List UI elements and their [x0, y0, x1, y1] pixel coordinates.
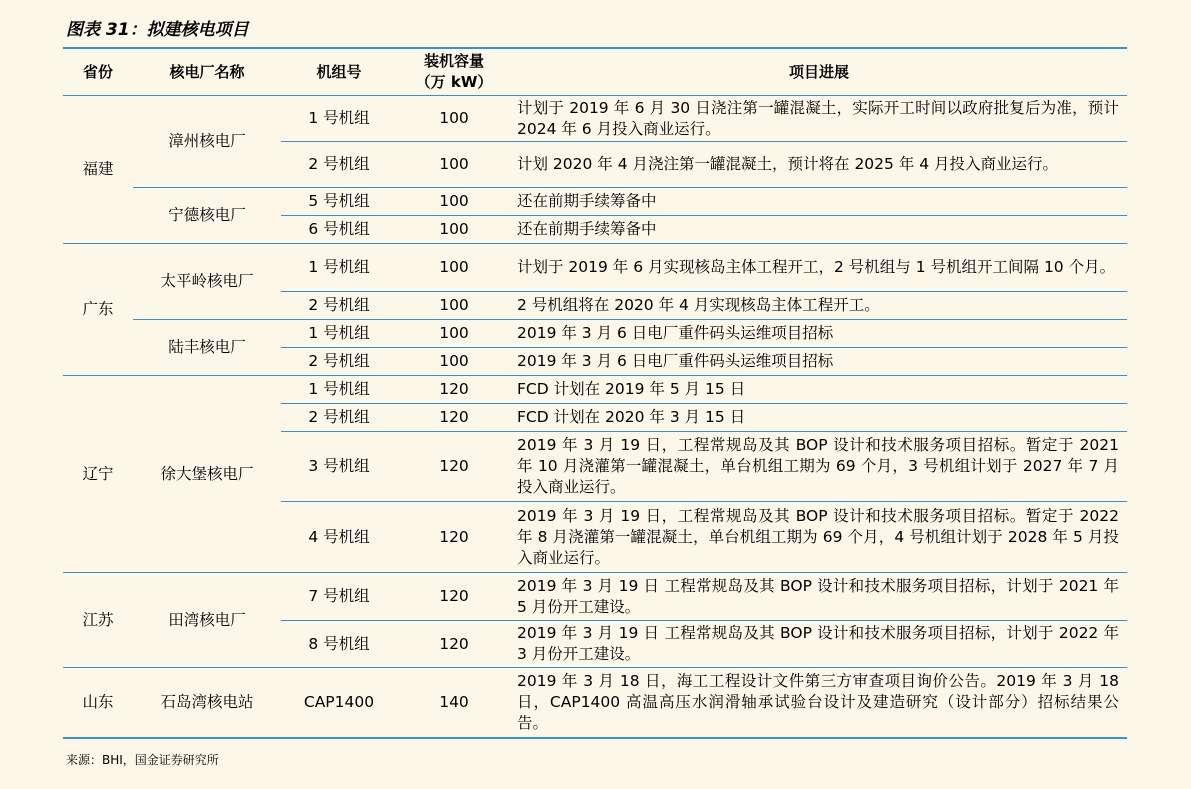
province-cell: 辽宁 — [63, 376, 133, 573]
unit-cell: 2 号机组 — [281, 292, 397, 320]
table-row — [63, 573, 1127, 621]
capacity-cell: 120 — [397, 376, 511, 404]
progress-cell: 还在前期手续筹备中 — [511, 188, 1127, 216]
nuclear-projects-table — [63, 49, 1127, 739]
capacity-cell: 100 — [397, 348, 511, 376]
progress-cell: FCD 计划在 2019 年 5 月 15 日 — [511, 376, 1127, 404]
progress-cell: 计划于 2019 年 6 月实现核岛主体工程开工，2 号机组与 1 号机组开工间隔 10 个月。 — [511, 244, 1127, 292]
plant-cell: 太平岭核电厂 — [133, 244, 281, 320]
source-note: 来源：BHI，国金证券研究所 — [66, 753, 219, 767]
table-header-row — [63, 49, 1127, 96]
capacity-cell: 120 — [397, 502, 511, 573]
unit-cell: 1 号机组 — [281, 96, 397, 142]
header-capacity-line1: 装机容量 — [423, 52, 484, 70]
unit-cell: CAP1400 — [281, 668, 397, 738]
unit-cell: 6 号机组 — [281, 216, 397, 244]
header-unit: 机组号 — [281, 49, 397, 96]
header-capacity — [397, 49, 511, 96]
province-cell: 广东 — [63, 244, 133, 376]
province-cell: 江苏 — [63, 573, 133, 668]
capacity-cell: 100 — [397, 216, 511, 244]
province-cell: 山东 — [63, 668, 133, 738]
plant-cell: 陆丰核电厂 — [133, 320, 281, 376]
unit-cell: 2 号机组 — [281, 404, 397, 432]
plant-cell: 漳州核电厂 — [133, 96, 281, 188]
unit-cell: 7 号机组 — [281, 573, 397, 621]
progress-cell: 2019 年 3 月 19 日 工程常规岛及其 BOP 设计和技术服务项目招标，计划于 2022 年 3 月份开工建设。 — [511, 621, 1127, 668]
unit-cell: 2 号机组 — [281, 142, 397, 188]
progress-cell: 2019 年 3 月 19 日 工程常规岛及其 BOP 设计和技术服务项目招标，计划于 2021 年 5 月份开工建设。 — [511, 573, 1127, 621]
progress-cell: 2019 年 3 月 18 日，海工工程设计文件第三方审查项目询价公告。2019 年 3 月 18 日，CAP1400 高温高压水润滑轴承试验台设计及建造研究（设计部分）招标结果公告。 — [511, 668, 1127, 738]
unit-cell: 1 号机组 — [281, 376, 397, 404]
capacity-cell: 100 — [397, 292, 511, 320]
progress-cell: 还在前期手续筹备中 — [511, 216, 1127, 244]
capacity-cell: 100 — [397, 188, 511, 216]
unit-cell: 5 号机组 — [281, 188, 397, 216]
progress-cell: 2019 年 3 月 6 日电厂重件码头运维项目招标 — [511, 348, 1127, 376]
capacity-cell: 140 — [397, 668, 511, 738]
unit-cell: 1 号机组 — [281, 244, 397, 292]
capacity-cell: 120 — [397, 432, 511, 502]
plant-cell: 宁德核电厂 — [133, 188, 281, 244]
table-row — [63, 668, 1127, 738]
header-plant: 核电厂名称 — [133, 49, 281, 96]
table-row — [63, 96, 1127, 142]
progress-cell: 2019 年 3 月 19 日，工程常规岛及其 BOP 设计和技术服务项目招标。暂定于 2021 年 10 月浇灌第一罐混凝土，单台机组工期为 69 个月，3 号机组计划于 2027 年 7 月投入商业运行。 — [511, 432, 1127, 502]
unit-cell: 8 号机组 — [281, 621, 397, 668]
province-cell: 福建 — [63, 96, 133, 244]
unit-cell: 3 号机组 — [281, 432, 397, 502]
progress-cell: FCD 计划在 2020 年 3 月 15 日 — [511, 404, 1127, 432]
progress-cell: 2019 年 3 月 19 日，工程常规岛及其 BOP 设计和技术服务项目招标。暂定于 2022 年 8 月浇灌第一罐混凝土，单台机组工期为 69 个月，4 号机组计划于 2028 年 5 月投入商业运行。 — [511, 502, 1127, 573]
capacity-cell: 100 — [397, 142, 511, 188]
unit-cell: 4 号机组 — [281, 502, 397, 573]
capacity-cell: 120 — [397, 573, 511, 621]
header-progress: 项目进展 — [511, 49, 1127, 96]
table-row — [63, 320, 1127, 348]
plant-cell: 田湾核电厂 — [133, 573, 281, 668]
unit-cell: 2 号机组 — [281, 348, 397, 376]
table-row — [63, 244, 1127, 292]
unit-cell: 1 号机组 — [281, 320, 397, 348]
capacity-cell: 100 — [397, 96, 511, 142]
capacity-cell: 100 — [397, 244, 511, 292]
progress-cell: 2019 年 3 月 6 日电厂重件码头运维项目招标 — [511, 320, 1127, 348]
progress-cell: 2 号机组将在 2020 年 4 月实现核岛主体工程开工。 — [511, 292, 1127, 320]
header-capacity-line2: （万 kW） — [415, 73, 493, 91]
plant-cell: 石岛湾核电站 — [133, 668, 281, 738]
progress-cell: 计划于 2019 年 6 月 30 日浇注第一罐混凝土，实际开工时间以政府批复后为准，预计 2024 年 6 月投入商业运行。 — [511, 96, 1127, 142]
capacity-cell: 100 — [397, 320, 511, 348]
table-row — [63, 376, 1127, 404]
progress-cell: 计划 2020 年 4 月浇注第一罐混凝土，预计将在 2025 年 4 月投入商业运行。 — [511, 142, 1127, 188]
capacity-cell: 120 — [397, 621, 511, 668]
header-province: 省份 — [63, 49, 133, 96]
capacity-cell: 120 — [397, 404, 511, 432]
table-row — [63, 188, 1127, 216]
figure-title: 图表 31：拟建核电项目 — [66, 20, 249, 40]
plant-cell: 徐大堡核电厂 — [133, 376, 281, 573]
